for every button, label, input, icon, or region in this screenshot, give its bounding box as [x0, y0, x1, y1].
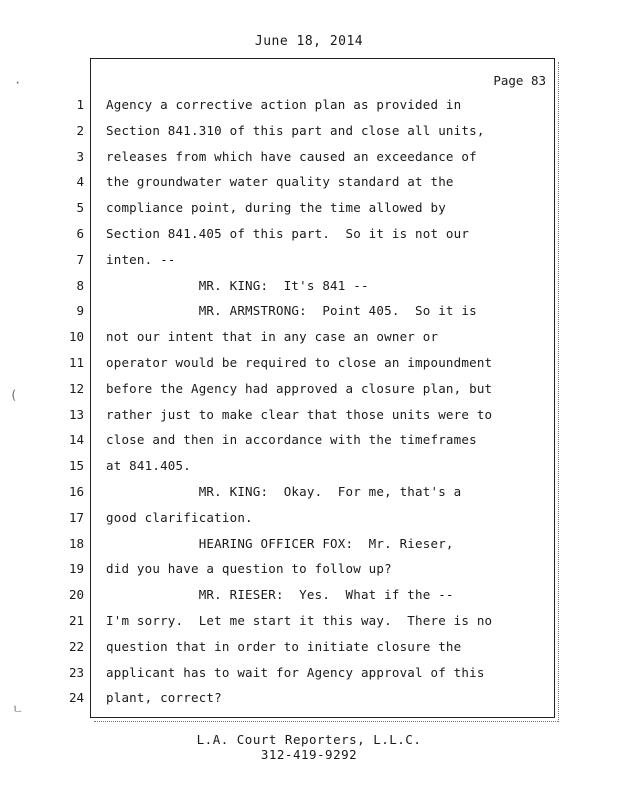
- transcript-line: HEARING OFFICER FOX: Mr. Rieser,: [106, 535, 454, 551]
- scan-mark: (: [10, 388, 18, 402]
- transcript-line: Agency a corrective action plan as provided in: [106, 97, 462, 112]
- page-number: Page 83: [493, 73, 546, 88]
- line-number: 10: [68, 329, 84, 345]
- transcript-line: rather just to make clear that those units were to: [106, 406, 493, 422]
- line-number: 13: [68, 406, 84, 422]
- line-number: 3: [76, 148, 84, 164]
- transcript-line: question that in order to initiate closure the: [106, 638, 462, 654]
- transcript-line: applicant has to wait for Agency approval of this: [106, 664, 485, 680]
- line-number: 14: [68, 432, 84, 448]
- line-number: 9: [76, 303, 84, 319]
- transcript-line: at 841.405.: [106, 458, 191, 474]
- line-number: 24: [68, 690, 84, 706]
- line-number: 11: [68, 354, 84, 370]
- footer: [0, 732, 618, 762]
- line-number: 2: [76, 122, 84, 138]
- transcript-line: the groundwater water quality standard at the: [106, 174, 454, 190]
- header-date: June 18, 2014: [254, 34, 364, 49]
- transcript-line: close and then in accordance with the timeframes: [106, 432, 477, 448]
- transcript-line: MR. ARMSTRONG: Point 405. So it is: [106, 303, 477, 319]
- line-number: 20: [68, 587, 84, 603]
- line-number: 21: [68, 612, 84, 628]
- transcript-line: not our intent that in any case an owner or: [106, 329, 439, 345]
- footer-phone: 312-419-9292: [260, 747, 358, 762]
- line-number: 16: [68, 483, 84, 499]
- scan-mark: ·: [14, 76, 22, 90]
- transcript-line: operator would be required to close an impoundment: [106, 354, 493, 370]
- transcript-text: [106, 92, 546, 711]
- transcript-line: compliance point, during the time allowed by: [106, 200, 446, 216]
- line-number: 4: [76, 174, 84, 190]
- line-number: 7: [76, 251, 84, 267]
- footer-company: L.A. Court Reporters, L.L.C.: [196, 732, 422, 747]
- transcript-line: MR. KING: It's 841 --: [106, 277, 369, 293]
- scan-mark: ㄴ: [12, 702, 24, 716]
- transcript-line: releases from which have caused an exceedance of: [106, 148, 477, 164]
- line-number: 22: [68, 638, 84, 654]
- transcript-line: Section 841.310 of this part and close all units,: [106, 122, 485, 138]
- transcript-line: did you have a question to follow up?: [106, 561, 392, 577]
- line-number: 15: [68, 458, 84, 474]
- line-number: 8: [76, 277, 84, 293]
- line-number: 19: [68, 561, 84, 577]
- line-number: 23: [68, 664, 84, 680]
- transcript-line: inten. --: [106, 251, 176, 267]
- transcript-line: I'm sorry. Let me start it this way. There is no: [106, 612, 493, 628]
- transcript-line: plant, correct?: [106, 690, 222, 706]
- transcript-line: Section 841.405 of this part. So it is not our: [106, 225, 470, 241]
- line-number: 6: [76, 225, 84, 241]
- transcript-line: MR. KING: Okay. For me, that's a: [106, 483, 462, 499]
- line-number: 5: [76, 200, 84, 216]
- line-number: 18: [68, 535, 84, 551]
- line-number: 17: [68, 509, 84, 525]
- transcript-line: before the Agency had approved a closure plan, but: [106, 380, 493, 396]
- frame-edge-bottom: [94, 720, 558, 722]
- line-number: 1: [76, 97, 84, 112]
- line-number: 12: [68, 380, 84, 396]
- line-number-column: [56, 92, 84, 711]
- frame-edge-right: [556, 62, 559, 722]
- transcript-line: MR. RIESER: Yes. What if the --: [106, 587, 454, 603]
- transcript-line: good clarification.: [106, 509, 253, 525]
